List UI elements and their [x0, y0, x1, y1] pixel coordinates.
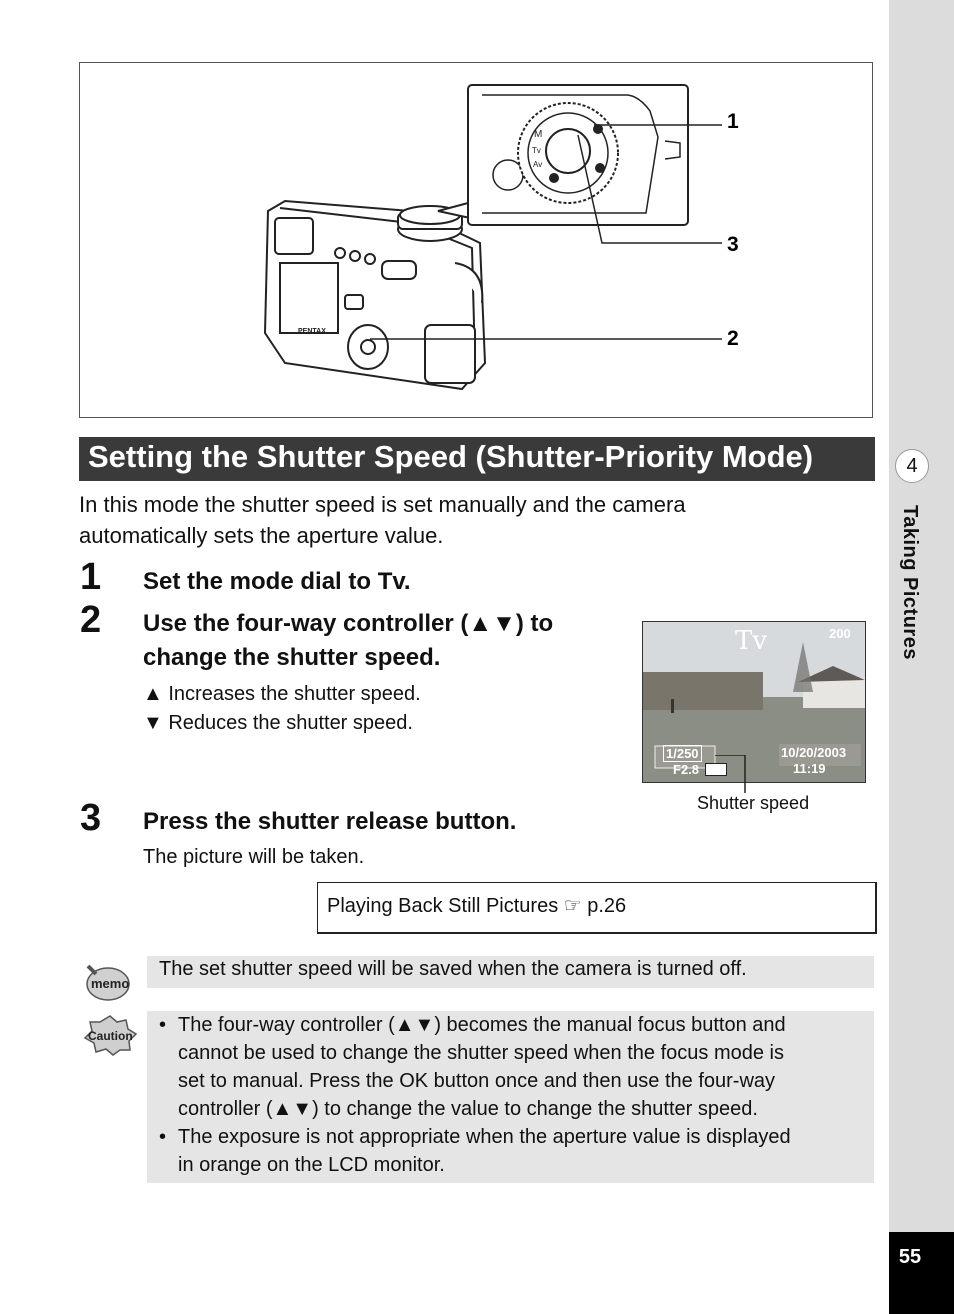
camera-illustration: [79, 62, 873, 418]
lcd-shutter-value: 1/250: [663, 745, 702, 762]
note-reduce: ▼ Reduces the shutter speed.: [143, 712, 413, 734]
step-2-number: 2: [80, 599, 102, 641]
chapter-number-badge: [895, 449, 929, 483]
lcd-aperture-value: F2.8: [673, 762, 700, 777]
intro-paragraph: [79, 489, 686, 551]
caution-line: cannot be used to change the shutter speed when the focus mode is: [178, 1042, 784, 1064]
memo-text: The set shutter speed will be saved when the camera is turned off.: [159, 958, 747, 980]
chapter-title: Taking Pictures: [899, 505, 921, 660]
step-1-title: Set the mode dial to Tv.: [143, 568, 411, 595]
camera-brand-text: PENTAX: [298, 328, 326, 335]
reference-box: [317, 882, 877, 934]
step-3-title: Press the shutter release button.: [143, 808, 517, 835]
page-number-box: [889, 1232, 954, 1314]
step-2-notes: [143, 680, 421, 738]
lcd-date: 10/20/2003: [781, 745, 847, 760]
svg-text:Tv: Tv: [532, 146, 541, 155]
step-2-title-line: Use the four-way controller (▲▼) to: [143, 610, 554, 637]
caution-line: set to manual. Press the OK button once and then use the four-way: [178, 1070, 776, 1092]
chapter-number: 4: [906, 454, 918, 477]
step-2-title: [143, 607, 553, 675]
lcd-shot-count: 200: [829, 626, 851, 641]
caution-bullet: [159, 1011, 862, 1123]
step-1-number: 1: [80, 556, 102, 598]
caution-line: controller (▲▼) to change the value to change the shutter speed.: [178, 1098, 758, 1120]
intro-line: In this mode the shutter speed is set manually and the camera: [79, 492, 686, 517]
callout-3: 3: [727, 233, 739, 256]
intro-line: automatically sets the aperture value.: [79, 523, 444, 548]
lcd-mode: Tv: [735, 626, 768, 656]
page-number: 55: [898, 1246, 922, 1268]
section-heading: Setting the Shutter Speed (Shutter-Priority Mode): [79, 437, 875, 481]
reference-link[interactable]: Playing Back Still Pictures ☞ p.26: [327, 895, 627, 917]
caution-box: [147, 1011, 874, 1183]
step-3-note: The picture will be taken.: [143, 846, 365, 868]
memo-icon-label: memo: [91, 976, 130, 991]
caution-bullet: [159, 1123, 862, 1179]
memo-icon: [82, 962, 130, 1002]
step-2-title-line: change the shutter speed.: [143, 644, 441, 671]
camera-drawing: [80, 63, 874, 419]
memo-box: [147, 956, 874, 988]
caution-icon: [82, 1014, 138, 1056]
callout-1: 1: [727, 110, 739, 133]
caution-line: in orange on the LCD monitor.: [178, 1154, 445, 1176]
step-3-number: 3: [80, 797, 102, 839]
shutter-speed-leader: [700, 755, 760, 795]
note-increase: ▲ Increases the shutter speed.: [143, 683, 421, 705]
svg-text:M: M: [534, 129, 543, 140]
callout-2: 2: [727, 327, 739, 350]
caution-line: • The exposure is not appropriate when the aperture value is displayed: [178, 1126, 791, 1148]
lcd-time: 11:19: [793, 761, 826, 776]
caution-icon-label: Caution: [88, 1029, 133, 1043]
caution-line: • The four-way controller (▲▼) becomes the manual focus button and: [178, 1014, 786, 1036]
lcd-caption: Shutter speed: [697, 793, 810, 813]
svg-text:Av: Av: [533, 160, 543, 169]
